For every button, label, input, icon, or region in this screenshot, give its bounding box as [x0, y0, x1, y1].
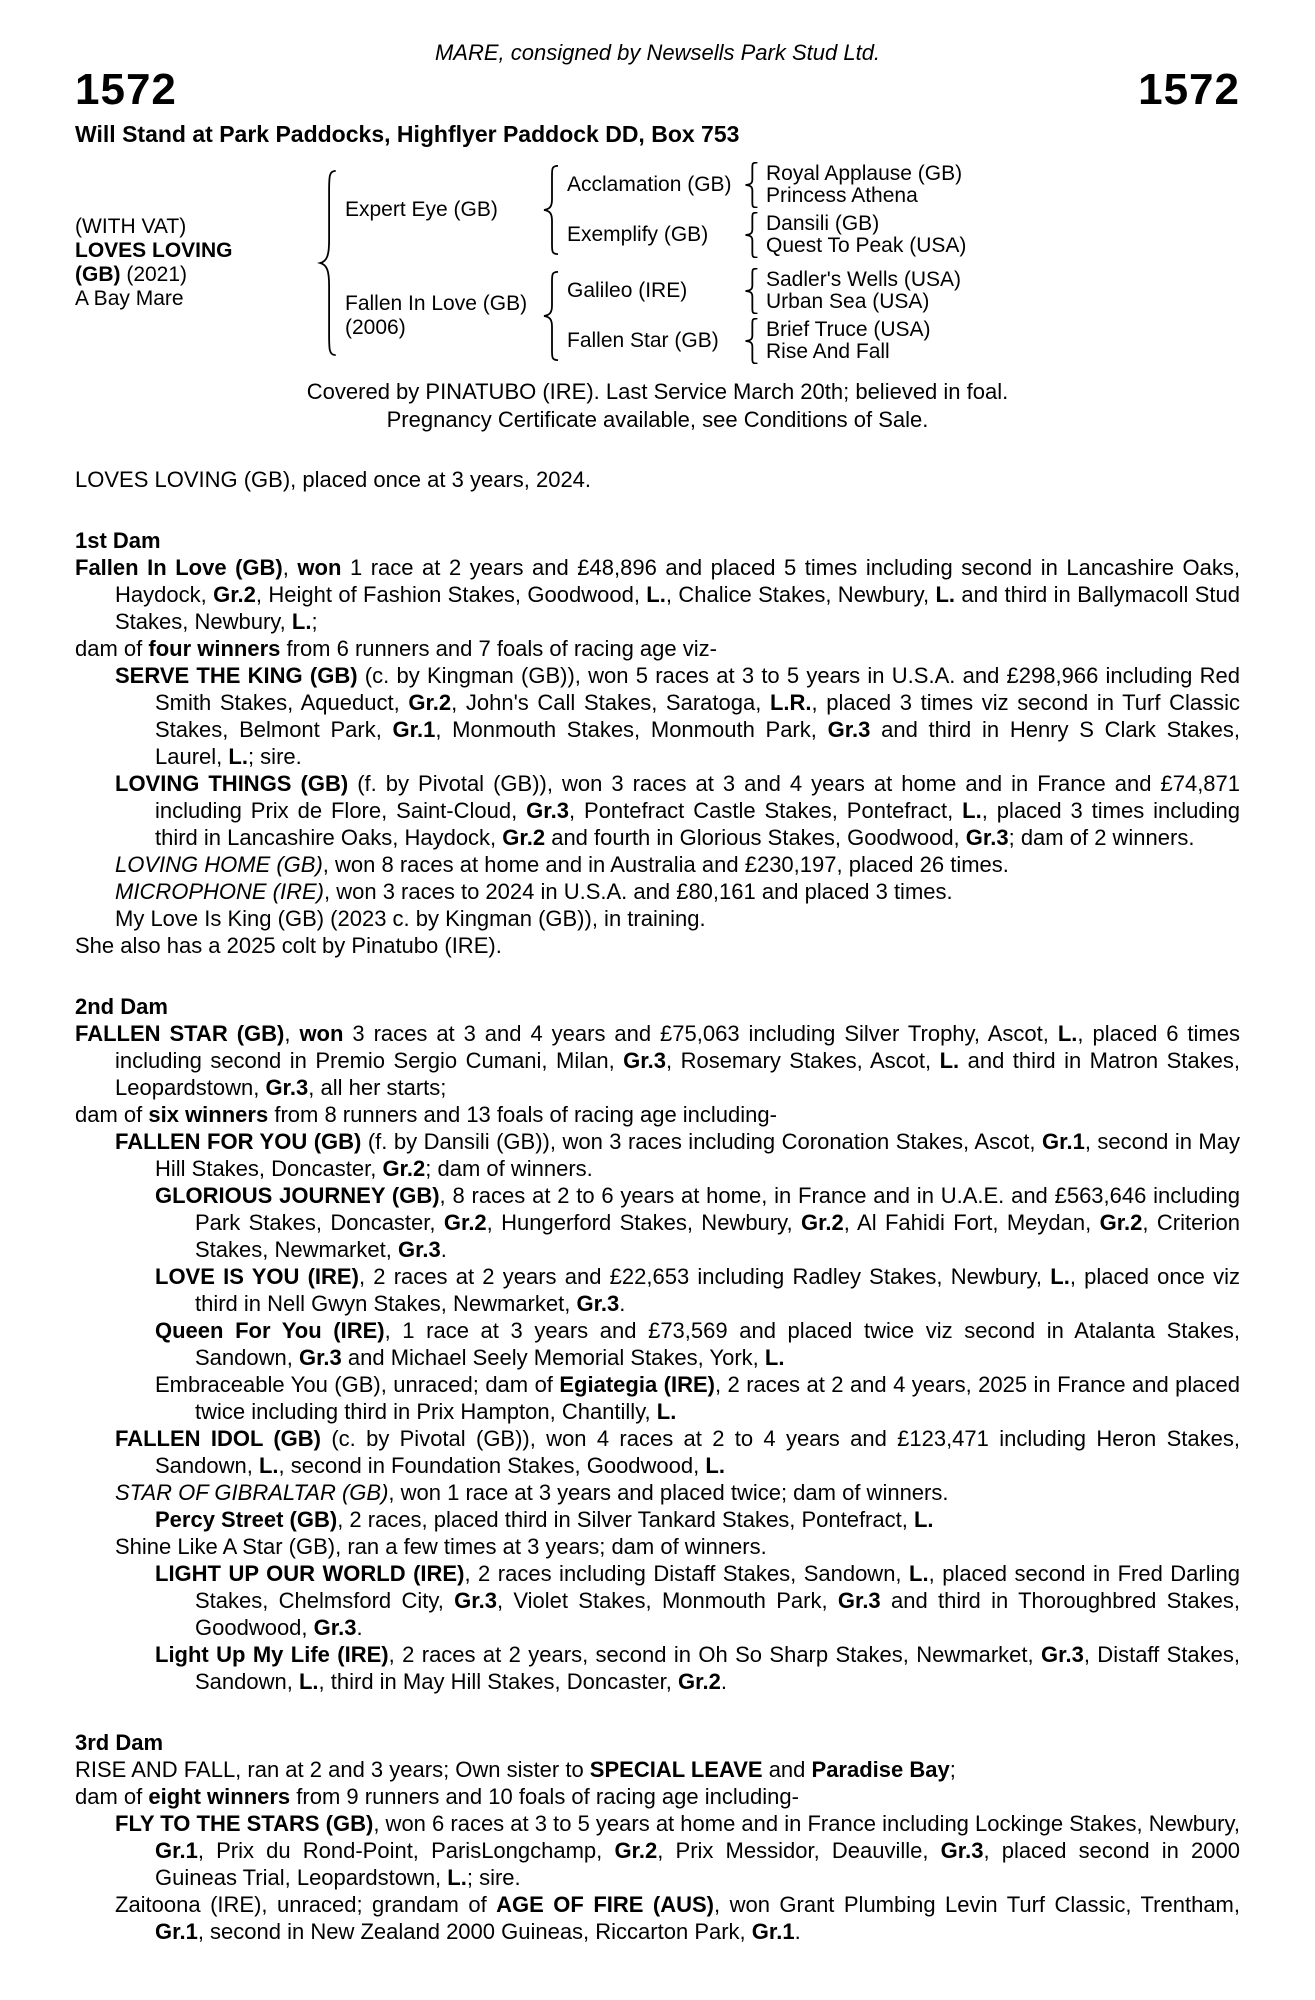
text-run: and third in Thoroughbred Stakes, Goodwood,: [195, 1588, 1240, 1640]
text-run: , won Grant Plumbing Levin Turf Classic, Trentham,: [714, 1892, 1240, 1917]
text-run: Gr.2: [382, 1156, 426, 1181]
text-run: ;: [311, 609, 318, 634]
brace-small-icon: [743, 162, 760, 208]
subject-vat-line: [75, 215, 313, 239]
catalogue-paragraph: [155, 1641, 1241, 1695]
text-run: Light Up My Life (IRE): [155, 1642, 389, 1667]
great-grandsire-name: Brief Truce (USA): [766, 318, 931, 341]
text-run: LOVE IS YOU (IRE): [155, 1264, 359, 1289]
text-run: FLY TO THE STARS (GB): [115, 1811, 374, 1836]
text-run: L.: [909, 1561, 929, 1586]
text-run: , won 3 races to 2024 in U.S.A. and £80,161 and placed 3 times.: [324, 879, 953, 904]
lot-number-right: 1572: [1138, 65, 1240, 114]
sire-dam-name: Exemplify (GB): [567, 223, 709, 246]
text-run: LIGHT UP OUR WORLD (IRE): [155, 1561, 465, 1586]
text-run: , 1 race at 3 years and £73,569 and placed twice viz second in Atalanta Stakes, Sandown,: [195, 1318, 1240, 1370]
text-run: , Height of Fashion Stakes, Goodwood,: [255, 582, 647, 607]
text-run: L.: [764, 1345, 785, 1370]
catalogue-paragraph: [115, 1533, 1240, 1560]
dam-sire-branch: [567, 268, 961, 314]
text-run: L.: [447, 1865, 467, 1890]
text-run: Gr.3: [940, 1838, 984, 1863]
sire-sire-branch: [567, 162, 966, 208]
sire-sire-name: Acclamation (GB): [567, 173, 732, 196]
dam-sire-parents: [766, 269, 961, 313]
text-run: Gr.2: [443, 1210, 487, 1235]
catalogue-paragraph: [75, 1756, 1240, 1783]
text-run: dam of: [75, 636, 149, 661]
catalogue-paragraph: [75, 1101, 1240, 1128]
great-granddam-name: Urban Sea (USA): [766, 290, 930, 313]
text-run: .: [356, 1615, 363, 1640]
pedigree-subject: [75, 215, 313, 311]
catalogue-paragraph: [155, 1371, 1241, 1425]
text-run: (c. by Kingman (GB)), won 5 races at 3 to 5 years in U.S.A. and £298,966 including Red Smith Stakes, Aqueduct,: [155, 663, 1240, 715]
text-run: (c. by Pivotal (GB)), won 4 races at 2 to 4 years and £123,471 including Heron Stakes, Sandown,: [155, 1426, 1240, 1478]
dam-sire-name: Galileo (IRE): [567, 279, 688, 302]
text-run: FALLEN STAR (GB): [75, 1021, 285, 1046]
sire-sire-parents: [766, 163, 962, 207]
catalogue-paragraph: [115, 662, 1241, 770]
text-run: dam of: [75, 1784, 149, 1809]
text-run: .: [794, 1919, 801, 1944]
dam-dam-name: Fallen Star (GB): [567, 329, 719, 352]
text-run: (WITH VAT): [75, 215, 187, 238]
text-run: , 2 races at 2 years, second in Oh So Sharp Stakes, Newmarket,: [388, 1642, 1041, 1667]
section-heading: 2nd Dam: [75, 994, 168, 1019]
text-run: Gr.3: [454, 1588, 497, 1613]
text-run: Gr.1: [1042, 1129, 1085, 1154]
text-run: Percy Street (GB): [155, 1507, 338, 1532]
sire-dam-branch: [567, 212, 966, 258]
text-run: from 9 runners and 10 foals of racing age including-: [290, 1784, 799, 1809]
brace-small-icon: [743, 318, 760, 364]
text-run: ; sire.: [466, 1865, 521, 1890]
text-run: , placed once viz third in Nell Gwyn Stakes, Newmarket,: [195, 1264, 1240, 1316]
text-run: , placed 3 times viz second in Turf Classic Stakes, Belmont Park,: [155, 690, 1241, 742]
text-run: (f. by Pivotal (GB)), won 3 races at 3 and 4 years at home and in France and £74,871 including Prix de Flore, Saint-Cloud,: [155, 771, 1241, 823]
section-3rd-dam: [75, 1729, 1240, 1945]
great-granddam-name: Quest To Peak (USA): [766, 234, 967, 257]
section-heading: 1st Dam: [75, 528, 161, 553]
text-run: won: [299, 1021, 344, 1046]
text-run: , won 1 race at 3 years and placed twice; dam of winners.: [388, 1480, 949, 1505]
stand-location-line: Will Stand at Park Paddocks, Highflyer Paddock DD, Box 753: [75, 121, 740, 147]
text-run: L.: [1057, 1021, 1078, 1046]
text-run: , third in May Hill Stakes, Doncaster,: [318, 1669, 678, 1694]
sire-dam-parents: [766, 213, 966, 257]
text-run: FALLEN FOR YOU (GB): [115, 1129, 362, 1154]
dam-branch: [345, 268, 966, 364]
text-run: won: [297, 555, 342, 580]
text-run: dam of: [75, 1102, 149, 1127]
text-run: Gr.1: [751, 1919, 795, 1944]
covering-line-2: Pregnancy Certificate available, see Conditions of Sale.: [386, 407, 929, 432]
text-run: Gr.3: [623, 1048, 666, 1073]
catalogue-paragraph: [115, 851, 1240, 878]
text-run: Gr.3: [576, 1291, 620, 1316]
sire-name: Expert Eye (GB): [345, 198, 498, 221]
dam-grandparents: [567, 268, 961, 364]
text-run: , placed second in Fred Darling Stakes, Chelmsford City,: [195, 1561, 1240, 1613]
text-run: six winners: [148, 1102, 269, 1127]
dam-dam-branch: [567, 318, 961, 364]
text-run: Embraceable You (GB), unraced; dam of: [155, 1372, 560, 1397]
text-run: , won 6 races at 3 to 5 years at home and in France including Lockinge Stakes, Newbury,: [373, 1811, 1240, 1836]
text-run: , Prix Messidor, Deauville,: [657, 1838, 941, 1863]
catalogue-paragraph: [115, 1810, 1240, 1891]
text-run: ,: [282, 555, 298, 580]
section-heading: 3rd Dam: [75, 1730, 164, 1755]
text-run: Gr.2: [408, 690, 452, 715]
great-grandsire-name: Sadler's Wells (USA): [766, 268, 961, 291]
brace-level1-icon: [317, 169, 339, 357]
text-run: L.: [298, 1669, 319, 1694]
text-run: GLORIOUS JOURNEY (GB): [155, 1183, 440, 1208]
text-run: FALLEN IDOL (GB): [115, 1426, 321, 1451]
section-body: [75, 1756, 1240, 1945]
dam-name: Fallen In Love (GB) (2006): [345, 292, 528, 339]
catalogue-paragraph: [75, 554, 1240, 635]
text-run: L.: [939, 1048, 960, 1073]
text-run: ; sire.: [247, 744, 302, 769]
section-body: [75, 1020, 1240, 1695]
text-run: , Hungerford Stakes, Newbury,: [486, 1210, 801, 1235]
text-run: , Rosemary Stakes, Ascot,: [665, 1048, 940, 1073]
text-run: and Michael Seely Memorial Stakes, York,: [341, 1345, 765, 1370]
text-run: , Chalice Stakes, Newbury,: [665, 582, 936, 607]
text-run: ; dam of 2 winners.: [1008, 825, 1195, 850]
catalogue-paragraph: [155, 1317, 1240, 1371]
text-run: L.: [962, 798, 982, 823]
catalogue-paragraph: [155, 1263, 1240, 1317]
text-run: (2021): [120, 263, 188, 286]
text-run: Gr.2: [800, 1210, 844, 1235]
catalogue-paragraph: [155, 1506, 1240, 1533]
text-run: L.: [705, 1453, 725, 1478]
text-run: L.: [291, 609, 312, 634]
text-run: Gr.2: [502, 825, 546, 850]
brace-small-icon: [743, 212, 760, 258]
catalogue-paragraph: [115, 905, 1240, 932]
text-run: L.: [913, 1507, 934, 1532]
text-run: ;: [949, 1757, 956, 1782]
great-granddam-name: Rise And Fall: [766, 340, 890, 363]
text-run: .: [619, 1291, 626, 1316]
text-run: Gr.1: [155, 1838, 198, 1863]
catalogue-paragraph: [115, 1479, 1240, 1506]
text-run: Gr.1: [155, 1919, 198, 1944]
text-run: , 2 races including Distaff Stakes, Sandown,: [464, 1561, 910, 1586]
text-run: from 6 runners and 7 foals of racing age viz-: [280, 636, 717, 661]
catalogue-paragraph: [155, 1182, 1240, 1263]
pedigree-table: [75, 162, 1240, 364]
catalogue-paragraph: [115, 878, 1240, 905]
text-run: Gr.3: [265, 1075, 309, 1100]
text-run: Egiategia (IRE): [559, 1372, 715, 1397]
text-run: , placed 6 times including second in Premio Sergio Cumani, Milan,: [115, 1021, 1240, 1073]
text-run: , 2 races at 2 years and £22,653 including Radley Stakes, Newbury,: [358, 1264, 1051, 1289]
text-run: LOVING THINGS (GB): [115, 771, 349, 796]
text-run: L.: [258, 1453, 279, 1478]
text-run: , Violet Stakes, Monmouth Park,: [496, 1588, 838, 1613]
text-run: L.R.: [769, 690, 812, 715]
brace-sire-icon: [541, 165, 561, 255]
text-run: Gr.3: [397, 1237, 441, 1262]
lot-number-row: [75, 65, 1240, 114]
text-run: L.: [228, 744, 248, 769]
text-run: .: [720, 1669, 727, 1694]
brace-dam-icon: [541, 271, 561, 361]
text-run: STAR OF GIBRALTAR (GB): [115, 1480, 389, 1505]
text-run: and third in Henry S Clark Stakes, Laurel,: [155, 717, 1240, 769]
generation-1: [345, 162, 966, 364]
text-run: Queen For You (IRE): [155, 1318, 385, 1343]
catalogue-paragraph: [75, 635, 1240, 662]
text-run: ,: [284, 1021, 300, 1046]
text-run: My Love Is King (GB) (2023 c. by Kingman (GB)), in training.: [115, 906, 706, 931]
text-run: Gr.2: [614, 1838, 658, 1863]
covering-line-1: Covered by PINATUBO (IRE). Last Service March 20th; believed in foal.: [306, 379, 1009, 404]
subject-suffix-line: [75, 263, 313, 287]
text-run: MICROPHONE (IRE): [115, 879, 324, 904]
text-run: RISE AND FALL, ran at 2 and 3 years; Own sister to: [75, 1757, 590, 1782]
text-run: , all her starts;: [308, 1075, 447, 1100]
text-run: Zaitoona (IRE), unraced; grandam of: [115, 1892, 497, 1917]
catalogue-paragraph: [75, 1783, 1240, 1810]
text-run: , 2 races, placed third in Silver Tankard Stakes, Pontefract,: [337, 1507, 914, 1532]
brace-small-icon: [743, 268, 760, 314]
section-1st-dam: [75, 527, 1240, 959]
text-run: SERVE THE KING (GB): [115, 663, 358, 688]
text-run: 3 races at 3 and 4 years and £75,063 including Silver Trophy, Ascot,: [343, 1021, 1058, 1046]
text-run: , Monmouth Stakes, Monmouth Park,: [435, 717, 828, 742]
text-run: , 8 races at 2 to 6 years at home, in France and in U.A.E. and £563,646 including Park Stakes, Doncaster,: [195, 1183, 1240, 1235]
subject-description-line: [75, 287, 313, 311]
section-2nd-dam: [75, 993, 1240, 1695]
text-run: and third in Matron Stakes, Leopardstown,: [115, 1048, 1240, 1100]
great-grandsire-name: Dansili (GB): [766, 212, 880, 235]
text-run: and third in Ballymacoll Stud Stakes, Newbury,: [115, 582, 1240, 634]
text-run: from 8 runners and 13 foals of racing age including-: [268, 1102, 777, 1127]
text-run: Gr.2: [678, 1669, 721, 1694]
text-run: , John's Call Stakes, Saratoga,: [451, 690, 770, 715]
text-run: A Bay Mare: [75, 287, 184, 310]
text-run: SPECIAL LEAVE: [589, 1757, 763, 1782]
text-run: 1 race at 2 years and £48,896 and placed 5 times including second in Lancashire Oaks, Haydock,: [115, 555, 1240, 607]
text-run: L.: [646, 582, 666, 607]
text-run: Gr.3: [827, 717, 871, 742]
text-run: , Distaff Stakes, Sandown,: [195, 1642, 1241, 1694]
text-run: Gr.2: [1099, 1210, 1143, 1235]
catalogue-paragraph: [115, 1425, 1240, 1479]
text-run: Gr.1: [392, 717, 436, 742]
text-run: She also has a 2025 colt by Pinatubo (IRE).: [75, 933, 502, 958]
text-run: Gr.3: [298, 1345, 342, 1370]
text-run: LOVING HOME (GB): [115, 852, 323, 877]
subject-race-record: LOVES LOVING (GB), placed once at 3 years, 2024.: [75, 467, 592, 492]
text-run: and: [762, 1757, 812, 1782]
text-run: Gr.3: [313, 1615, 357, 1640]
great-grandsire-name: Royal Applause (GB): [766, 162, 963, 185]
text-run: Shine Like A Star (GB), ran a few times at 3 years; dam of winners.: [115, 1534, 767, 1559]
text-run: ; dam of winners.: [425, 1156, 593, 1181]
text-run: , second in New Zealand 2000 Guineas, Riccarton Park,: [197, 1919, 752, 1944]
text-run: .: [440, 1237, 447, 1262]
sire-grandparents: [567, 162, 966, 258]
great-granddam-name: Princess Athena: [766, 184, 918, 207]
text-run: four winners: [148, 636, 281, 661]
text-run: Gr.3: [526, 798, 569, 823]
text-run: , placed second in 2000 Guineas Trial, Leopardstown,: [155, 1838, 1240, 1890]
text-run: L.: [1050, 1264, 1070, 1289]
text-run: , second in May Hill Stakes, Doncaster,: [155, 1129, 1240, 1181]
catalogue-paragraph: [155, 1560, 1240, 1641]
consignor-line: MARE, consigned by Newsells Park Stud Ltd.: [434, 40, 881, 65]
text-run: L.: [656, 1399, 677, 1424]
catalogue-paragraph: [115, 1128, 1240, 1182]
text-run: AGE OF FIRE (AUS): [496, 1892, 714, 1917]
lot-number-left: 1572: [75, 65, 177, 114]
covering-statement: [75, 378, 1240, 434]
dam-dam-parents: [766, 319, 931, 363]
sire-branch: [345, 162, 966, 258]
text-run: , won 8 races at home and in Australia and £230,197, placed 26 times.: [322, 852, 1009, 877]
text-run: Gr.2: [213, 582, 256, 607]
text-run: (GB): [75, 263, 121, 286]
text-run: L.: [935, 582, 956, 607]
text-run: and fourth in Glorious Stakes, Goodwood,: [545, 825, 966, 850]
text-run: , Criterion Stakes, Newmarket,: [195, 1210, 1240, 1262]
text-run: , Al Fahidi Fort, Meydan,: [843, 1210, 1100, 1235]
subject-name-line: [75, 239, 313, 263]
text-run: Gr.3: [837, 1588, 881, 1613]
text-run: Paradise Bay: [811, 1757, 950, 1782]
catalogue-paragraph: [115, 1891, 1240, 1945]
catalogue-paragraph: [75, 932, 1240, 959]
catalogue-paragraph: [75, 1020, 1240, 1101]
text-run: Gr.3: [1041, 1642, 1084, 1667]
text-run: (f. by Dansili (GB)), won 3 races including Coronation Stakes, Ascot,: [361, 1129, 1042, 1154]
text-run: , placed 3 times including third in Lancashire Oaks, Haydock,: [155, 798, 1241, 850]
text-run: Gr.3: [965, 825, 1009, 850]
text-run: , second in Foundation Stakes, Goodwood,: [278, 1453, 706, 1478]
catalogue-paragraph: [115, 770, 1241, 851]
text-run: eight winners: [148, 1784, 291, 1809]
text-run: , 2 races at 2 and 4 years, 2025 in France and placed twice including third in Prix Hampton, Chantilly,: [195, 1372, 1241, 1424]
text-run: , Pontefract Castle Stakes, Pontefract,: [568, 798, 963, 823]
text-run: , Prix du Rond-Point, ParisLongchamp,: [197, 1838, 615, 1863]
section-body: [75, 554, 1240, 959]
text-run: LOVES LOVING: [75, 239, 233, 262]
text-run: Fallen In Love (GB): [75, 555, 283, 580]
